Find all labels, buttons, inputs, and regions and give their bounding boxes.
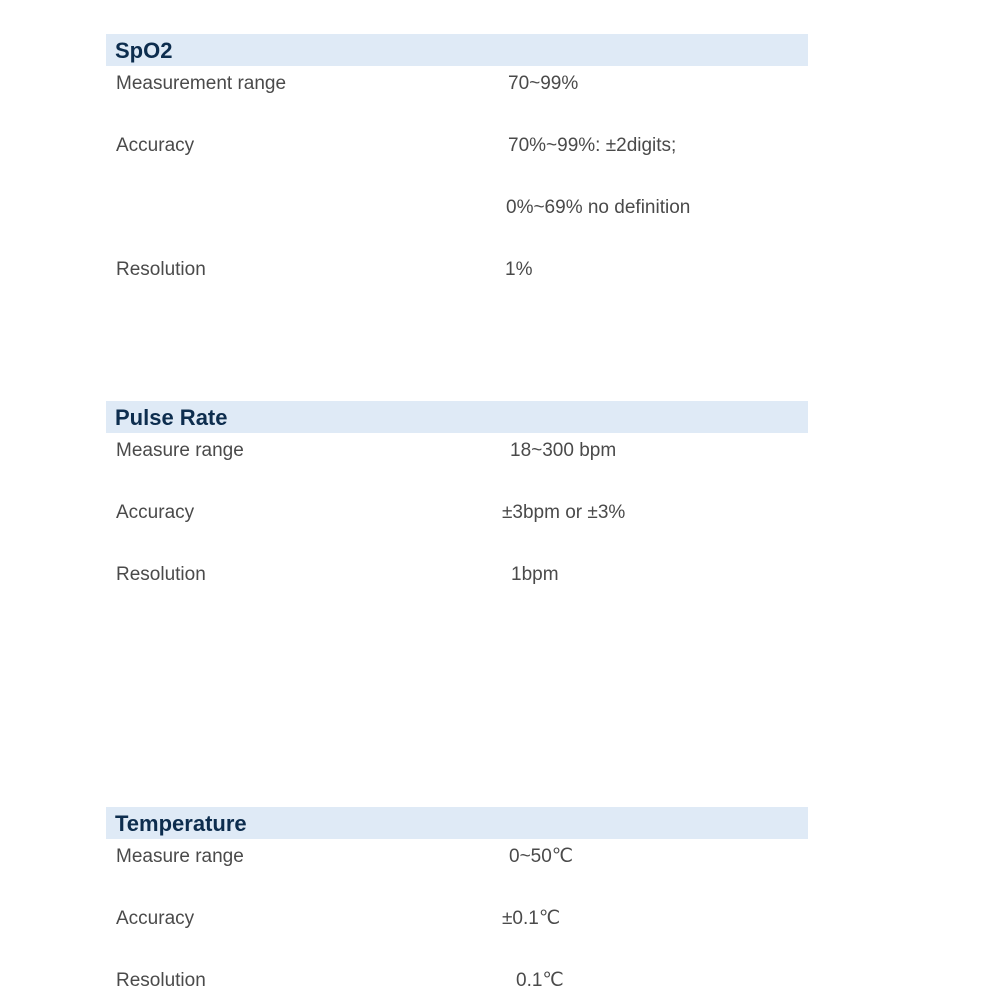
pulse-measure-range-label: Measure range bbox=[116, 440, 244, 461]
pulse-resolution-label: Resolution bbox=[116, 564, 206, 585]
section-title-spo2: SpO2 bbox=[106, 34, 808, 66]
temperature-resolution-value: 0.1℃ bbox=[516, 970, 564, 991]
spo2-resolution-value: 1% bbox=[505, 259, 533, 280]
temperature-measure-range-label: Measure range bbox=[116, 846, 244, 867]
spo2-accuracy-label: Accuracy bbox=[116, 135, 195, 156]
pulse-resolution-value: 1bpm bbox=[511, 564, 559, 585]
pulse-accuracy-label: Accuracy bbox=[116, 502, 195, 523]
temperature-measure-range-value: 0~50℃ bbox=[509, 846, 574, 867]
temperature-accuracy-label: Accuracy bbox=[116, 908, 195, 929]
temperature-resolution-label: Resolution bbox=[116, 970, 206, 991]
spo2-measurement-range-value: 70~99% bbox=[508, 73, 579, 94]
temperature-accuracy-value: ±0.1℃ bbox=[502, 908, 561, 929]
section-title-pulse-rate: Pulse Rate bbox=[106, 401, 808, 433]
spo2-accuracy-value: 70%~99%: ±2digits; bbox=[508, 135, 677, 156]
section-title-temperature: Temperature bbox=[106, 807, 808, 839]
pulse-measure-range-value: 18~300 bpm bbox=[510, 440, 617, 461]
spo2-resolution-label: Resolution bbox=[116, 259, 206, 280]
spo2-measurement-range-label: Measurement range bbox=[116, 73, 287, 94]
spo2-accuracy-value-continued: 0%~69% no definition bbox=[506, 197, 691, 218]
pulse-accuracy-value: ±3bpm or ±3% bbox=[502, 502, 626, 523]
